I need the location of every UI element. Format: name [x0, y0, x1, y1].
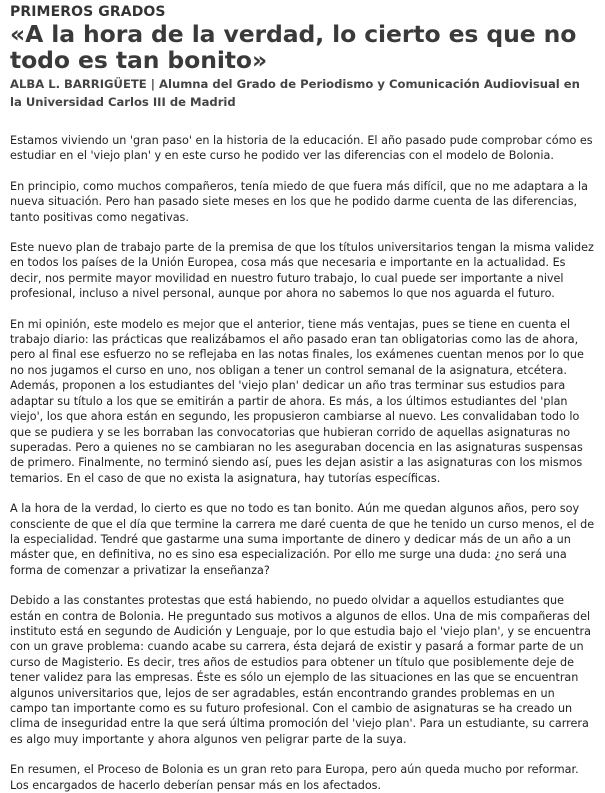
paragraph: Este nuevo plan de trabajo parte de la premisa de que los títulos universitarios tengan la misma validez en todos los países de la Unión Europea, cosa más que necesaria e importante en la actualidad. Es decir, nos permite mayor movilidad en nuestro futuro trabajo, lo cual puede ser importante a nivel profesional, incluso a nivel personal, aunque por ahora no sabemos lo que nos aguarda el futuro.	[10, 241, 594, 301]
paragraph: En principio, como muchos compañeros, tenía miedo de que fuera más difícil, que no me adaptara a la nueva situación. Pero han pasado siete meses en los que he podido darme cuenta de las diferencias, tanto positivas como negativas.	[10, 179, 589, 224]
byline: ALBA L. BARRIGÜETE | Alumna del Grado de Periodismo y Comunicación Audiovisual en la Universidad Carlos III de Madrid	[10, 77, 580, 109]
section-label: PRIMEROS GRADOS	[10, 4, 166, 20]
paragraph: Debido a las constantes protestas que está habiendo, no puedo olvidar a aquellos estudiantes que están en contra de Bolonia. He preguntado sus motivos a algunos de ellos. Una de mis compañeras del instituto está en segundo de Audición y Lenguaje, por lo que estudia bajo el 'viejo plan', y se encuentra con un grave problema: cuando acabe su carrera, ésta dejará de existir y pasará a formar parte de un curso de Magisterio. Es decir, tres años de estudios para obtener un título que posiblemente deje de tener validez para las empresas. Éste es sólo un ejemplo de las situaciones en las que se encuentran algunos universitarios que, lejos de ser agradables, están encontrando grandes problemas en un campo tan importante como es su futuro profesional. Con el cambio de asignaturas se ha creado un clima de inseguridad entre la que será última promoción del 'viejo plan'. Para un estudiante, su carrera es algo muy importante y ahora algunos ven peligrar parte de la suya.	[10, 594, 591, 746]
paragraph: En resumen, el Proceso de Bolonia es un gran reto para Europa, pero aún queda mucho por reformar. Los encargados de hacerlo deberían pensar más en los afectados.	[10, 763, 579, 792]
article-body	[10, 133, 595, 793]
paragraph: A la hora de la verdad, lo cierto es que no todo es tan bonito. Aún me quedan algunos años, pero soy consciente de que el día que termine la carrera me daré cuenta de que he tenido un curso menos, el de la especialidad. Tendré que gastarme una suma importante de dinero y dedicar más de un año a un máster que, en definitiva, no es sino esa especialización. Por ello me surge una duda: ¿no será una forma de comenzar a privatizar la enseñanza?	[10, 502, 595, 577]
paragraph: Estamos viviendo un 'gran paso' en la historia de la educación. El año pasado pude comprobar cómo es estudiar en el 'viejo plan' y en este curso he podido ver las diferencias con el modelo de Bolonia.	[10, 134, 593, 163]
paragraph: En mi opinión, este modelo es mejor que el anterior, tiene más ventajas, pues se tiene en cuenta el trabajo diario: las prácticas que realizábamos el año pasado eran tan obligatorias como las de ahora, pero al final ese esfuerzo no se reflejaba en las notas finales, los exámenes cuentan menos por lo que no nos jugamos el curso en uno, nos obligan a tener un control semanal de la asignatura, etcétera. Además, proponen a los estudiantes del 'viejo plan' dedicar un año tras terminar sus estudios para adaptar su título a los que se emitirán a partir de ahora. Es más, a los últimos estudiantes del 'plan viejo', los que ahora están en segundo, les propusieron cambiarse al nuevo. Les convalidaban todo lo que se pudiera y se les borraban las convocatorias que hubieran corrido de aquellas asignaturas no superadas. Pero a quienes no se cambiaran no les aseguraban docencia en las asignaturas suspensas de primero. Finalmente, no terminó siendo así, pues les dejan asistir a las asignaturas con los mismos temarios. En el caso de que no exista la asignatura, hay tutorías específicas.	[10, 317, 584, 485]
article-title: «A la hora de la verdad, lo cierto es que no todo es tan bonito»	[10, 20, 577, 74]
